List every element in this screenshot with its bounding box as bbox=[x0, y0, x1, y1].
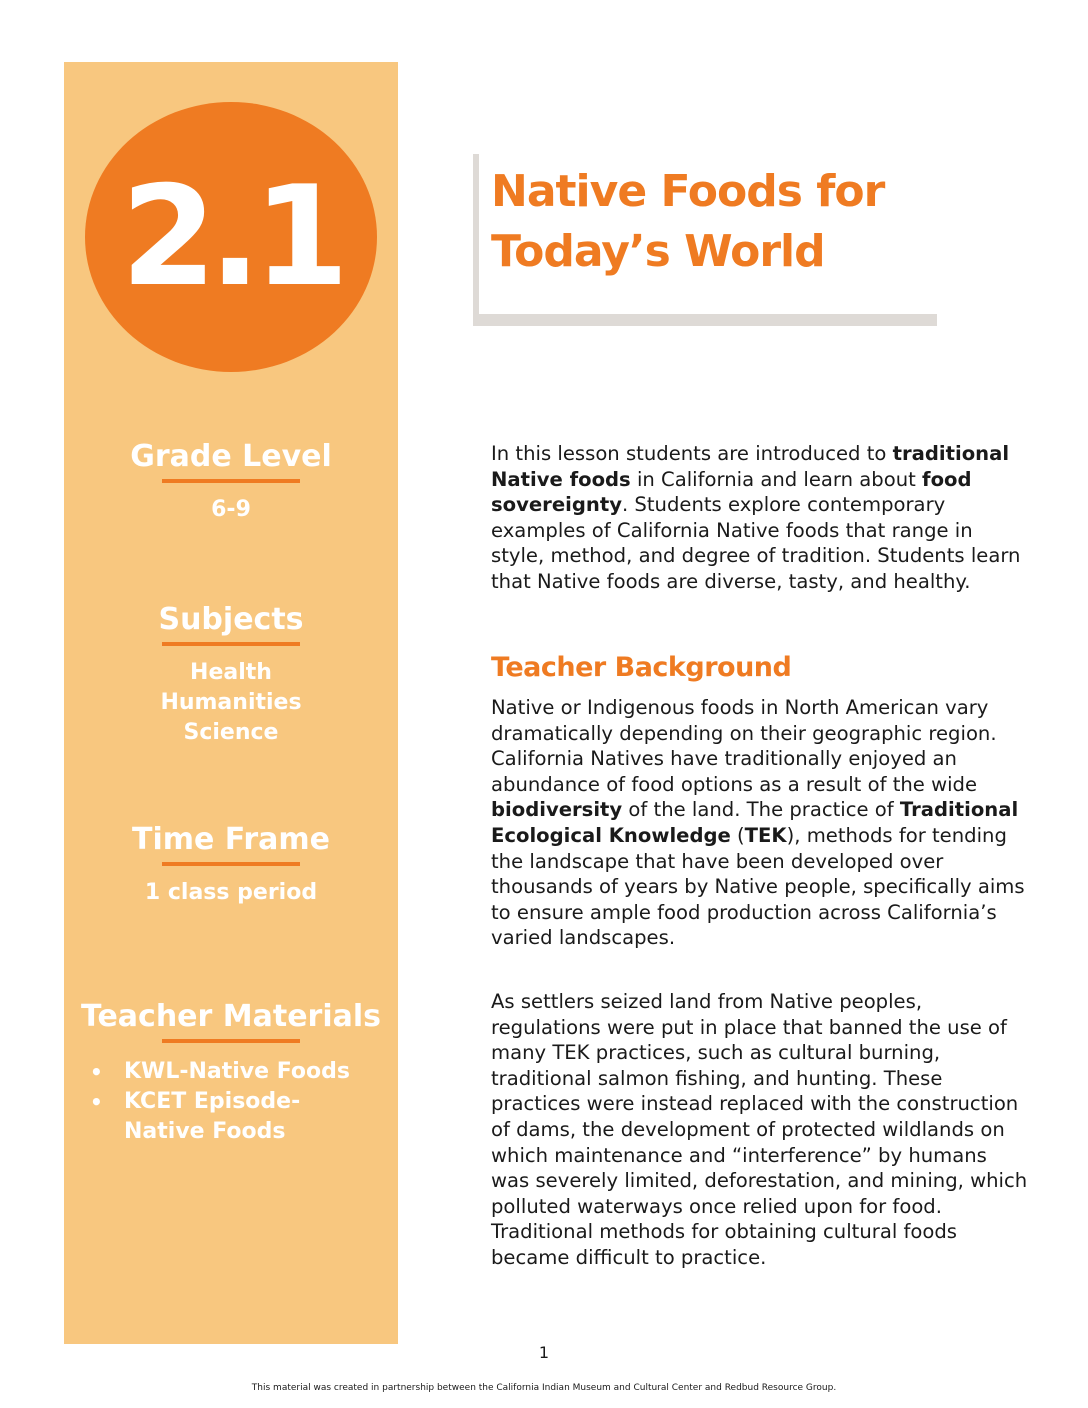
teacher-materials-divider bbox=[162, 1039, 300, 1043]
lesson-number-badge bbox=[85, 102, 377, 372]
teacher-materials-list bbox=[64, 1057, 398, 1117]
subject-item: Science bbox=[183, 720, 279, 745]
teacher-background-heading: Teacher Background bbox=[491, 652, 792, 683]
term-tek: TEK bbox=[744, 823, 787, 847]
term-tek-full: Traditional Ecological Knowledge bbox=[491, 798, 1019, 847]
time-frame-heading: Time Frame bbox=[131, 822, 331, 857]
footer-credit: This material was created in partnership between the California Indian Museum and Cultural Center and Redbud Resource Group. bbox=[251, 1383, 837, 1393]
time-frame-divider bbox=[162, 862, 300, 866]
term-biodiversity: biodiversity bbox=[491, 798, 623, 822]
grade-level-section bbox=[64, 440, 398, 525]
subject-item: Health bbox=[190, 660, 272, 685]
term-traditional-native-foods: traditional Native foods bbox=[491, 442, 1010, 491]
grade-level-heading: Grade Level bbox=[130, 439, 332, 474]
teacher-materials-section bbox=[64, 1000, 398, 1147]
teacher-background-paragraph-1: Native or Indigenous foods in North American vary dramatically depending on their geographic region. California Natives have traditionally enjoyed an abundance of food options as a result of the wide biodiversity of the land. The practice of Traditional Ecological Knowledge (TEK), methods for tending the landscape that have been developed over thousands of years by Native people, specifically aims to ensure ample food production across California’s varied landscapes. bbox=[491, 696, 1025, 950]
subjects-heading: Subjects bbox=[158, 602, 304, 637]
grade-level-value: 6-9 bbox=[211, 497, 251, 522]
subjects-section bbox=[64, 603, 398, 748]
lesson-title bbox=[491, 162, 931, 282]
time-frame-section bbox=[64, 823, 398, 908]
grade-level-divider bbox=[162, 479, 300, 483]
material-link-kcet-episode[interactable]: • KCET Episode- bbox=[64, 1087, 398, 1117]
teacher-background-paragraph-2: As settlers seized land from Native peoples, regulations were put in place that banned the use of many TEK practices, such as cultural burning, traditional salmon fishing, and hunting. These practices were instead replaced with the construction of dams, the development of protected wildlands on which maintenance and “interference” by humans was severely limited, deforestation, and mining, which polluted waterways once relied upon for food. Traditional methods for obtaining cultural foods became difficult to practice. bbox=[491, 990, 1028, 1269]
subjects-divider bbox=[162, 642, 300, 646]
teacher-materials-heading: Teacher Materials bbox=[80, 999, 382, 1034]
material-link-kcet-episode-cont[interactable]: Native Foods bbox=[124, 1119, 286, 1144]
subject-item: Humanities bbox=[160, 690, 302, 715]
time-frame-value: 1 class period bbox=[144, 880, 318, 905]
intro-paragraph: In this lesson students are introduced to traditional Native foods in California and learn about food sovereignty. Students explore contemporary examples of California Native foods that range in style, method, and degree of tradition. Students learn that Native foods are diverse, tasty, and healthy. bbox=[491, 442, 1021, 593]
lesson-number: 2.1 bbox=[120, 156, 342, 317]
title-line-2: Today’s World bbox=[491, 226, 825, 277]
material-link-kwl[interactable]: • KWL-Native Foods bbox=[64, 1057, 398, 1087]
page-number: 1 bbox=[538, 1343, 550, 1362]
term-food-sovereignty: food sovereignty bbox=[491, 467, 972, 517]
title-line-1: Native Foods for bbox=[491, 166, 885, 217]
